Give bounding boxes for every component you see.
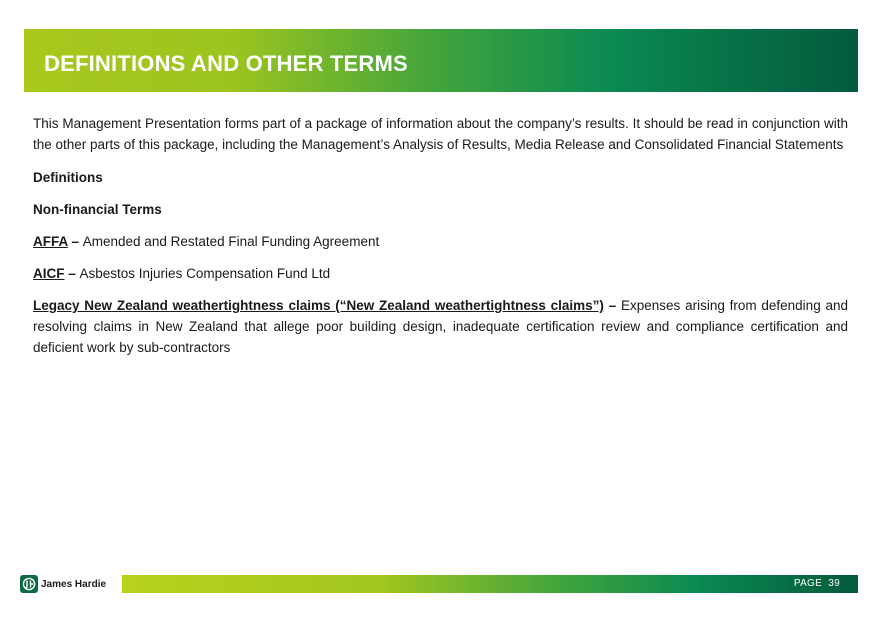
term-nz-weathertightness xyxy=(33,295,848,358)
page-number-label xyxy=(794,578,840,589)
term-definition: Asbestos Injuries Compensation Fund Ltd xyxy=(79,266,331,281)
term-aicf xyxy=(33,263,848,284)
non-financial-heading: Non-financial Terms xyxy=(33,202,162,217)
term-affa xyxy=(33,231,848,252)
intro-paragraph: This Management Presentation forms part of a package of information about the company’s results. It should be read in conjunction with the other parts of this package, including the Management’s Analysis of Results, Media Release and Consolidated Financial Statements xyxy=(33,116,848,152)
term-name: AICF xyxy=(33,266,65,281)
page-title: DEFINITIONS AND OTHER TERMS xyxy=(44,51,408,76)
james-hardie-logo-icon xyxy=(20,575,38,593)
term-separator: – xyxy=(603,298,621,313)
footer-bar xyxy=(122,575,858,593)
page-number: 39 xyxy=(828,578,840,589)
logo-text: James Hardie xyxy=(41,578,107,590)
page-label: PAGE xyxy=(793,578,823,589)
definitions-heading: Definitions xyxy=(33,170,103,185)
header-bar xyxy=(24,29,858,92)
term-name: Legacy New Zealand weathertightness claims (“New Zealand weathertightness claims”) xyxy=(33,298,604,313)
logo xyxy=(20,574,106,594)
term-definition: Amended and Restated Final Funding Agreement xyxy=(82,234,380,249)
term-separator: – xyxy=(67,234,83,249)
content-area xyxy=(33,113,848,369)
term-separator: – xyxy=(64,266,80,281)
footer xyxy=(20,574,858,594)
term-definition: Expenses arising from defending and resolving claims in New Zealand that allege poor building design, inadequate certification review and compliance certification and deficient work by sub-contractors xyxy=(33,298,849,355)
term-name: AFFA xyxy=(33,234,68,249)
